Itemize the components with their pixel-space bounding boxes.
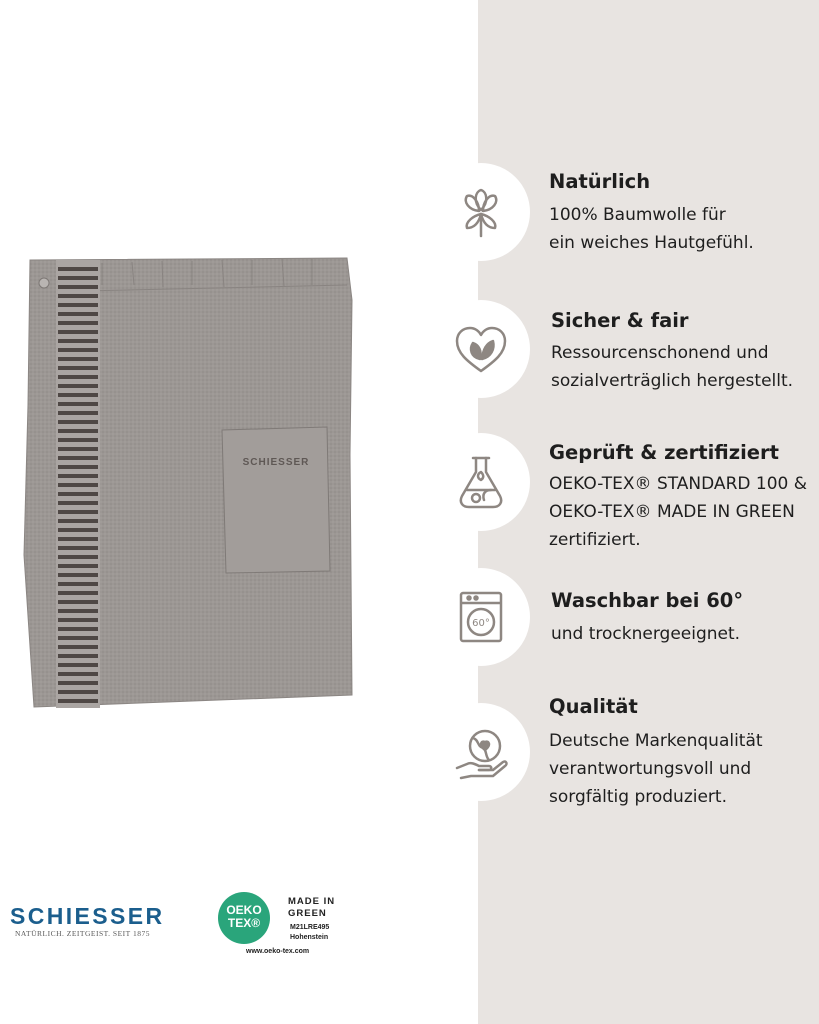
kilt-stripes — [58, 267, 98, 703]
stripe — [58, 348, 98, 352]
oeko-green: GREEN — [288, 908, 327, 919]
oeko-made-in: MADE IN — [288, 896, 336, 907]
stripe — [58, 483, 98, 487]
feature-description: OEKO-TEX® MADE IN GREEN — [549, 502, 795, 522]
feature-icon-circle — [432, 300, 530, 398]
sauna-kilt-image — [22, 255, 357, 715]
feature-description: verantwortungsvoll und — [549, 759, 752, 779]
stripe — [58, 456, 98, 460]
stripe — [58, 645, 98, 649]
stripe — [58, 312, 98, 316]
stripe — [58, 474, 98, 478]
heart-leaf-icon — [449, 317, 513, 381]
schiesser-logo: SCHIESSER — [10, 903, 165, 929]
oeko-badge-line2: TEX® — [227, 916, 261, 930]
stripe — [58, 294, 98, 298]
feature-icon-circle — [432, 433, 530, 531]
stripe — [58, 690, 98, 694]
stripe — [58, 537, 98, 541]
stripe — [58, 528, 98, 532]
hand-globe-heart-icon — [449, 720, 513, 784]
stripe — [58, 672, 98, 676]
stripe — [58, 411, 98, 415]
oeko-institute: Hohenstein — [290, 934, 329, 941]
feature-icon-circle — [432, 568, 530, 666]
stripe — [58, 663, 98, 667]
feature-title: Qualität — [549, 695, 638, 718]
stripe — [58, 303, 98, 307]
feature-title: Waschbar bei 60° — [551, 589, 744, 612]
feature-description: sozialverträglich hergestellt. — [551, 371, 794, 391]
pocket-brand-label: SCHIESSER — [242, 457, 310, 468]
stripe — [58, 420, 98, 424]
stripe — [58, 564, 98, 568]
stripe — [58, 609, 98, 613]
stripe — [58, 339, 98, 343]
stripe — [58, 654, 98, 658]
stripe — [58, 636, 98, 640]
stripe — [58, 546, 98, 550]
stripe — [58, 600, 98, 604]
oeko-url: www.oeko-tex.com — [246, 948, 310, 955]
stripe — [58, 465, 98, 469]
feature-title: Geprüft & zertifiziert — [549, 441, 779, 464]
lab-flask-icon — [449, 450, 513, 514]
stripe — [58, 276, 98, 280]
stripe — [58, 618, 98, 622]
stripe — [58, 330, 98, 334]
stripe — [58, 699, 98, 703]
stripe — [58, 447, 98, 451]
stripe — [58, 384, 98, 388]
feature-title: Sicher & fair — [551, 309, 689, 332]
stripe — [58, 285, 98, 289]
oeko-tex-badge-text — [218, 904, 270, 930]
feature-description: OEKO-TEX® STANDARD 100 & — [549, 474, 807, 494]
stripe — [58, 267, 98, 271]
stripe — [58, 429, 98, 433]
stripe — [58, 393, 98, 397]
stripe — [58, 510, 98, 514]
stripe — [58, 492, 98, 496]
stripe — [58, 627, 98, 631]
feature-description: zertifiziert. — [549, 530, 641, 550]
stripe — [58, 582, 98, 586]
feature-description: 100% Baumwolle für — [549, 205, 726, 225]
stripe — [58, 402, 98, 406]
wash-temperature-label: 60° — [472, 618, 490, 629]
feature-description: sorgfältig produziert. — [549, 787, 727, 807]
stripe — [58, 573, 98, 577]
schiesser-tagline: NATÜRLICH. ZEITGEIST. SEIT 1875 — [15, 929, 151, 938]
oeko-badge-line1: OEKO — [226, 903, 262, 917]
stripe — [58, 681, 98, 685]
feature-description: Ressourcenschonend und — [551, 343, 769, 363]
stripe — [58, 366, 98, 370]
stripe — [58, 501, 98, 505]
feature-icon-circle — [432, 163, 530, 261]
washing-machine-icon — [449, 585, 513, 649]
feature-description: und trocknergeeignet. — [551, 624, 741, 644]
feature-title: Natürlich — [549, 170, 651, 193]
stripe — [58, 375, 98, 379]
cotton-flower-icon — [449, 180, 513, 244]
stripe — [58, 591, 98, 595]
stripe — [58, 519, 98, 523]
oeko-certificate-code: M21LRE495 — [290, 924, 330, 931]
stripe — [58, 357, 98, 361]
stripe — [58, 555, 98, 559]
stripe — [58, 438, 98, 442]
feature-description: Deutsche Markenqualität — [549, 731, 763, 751]
stripe — [58, 321, 98, 325]
feature-icon-circle — [432, 703, 530, 801]
feature-description: ein weiches Hautgefühl. — [549, 233, 754, 253]
